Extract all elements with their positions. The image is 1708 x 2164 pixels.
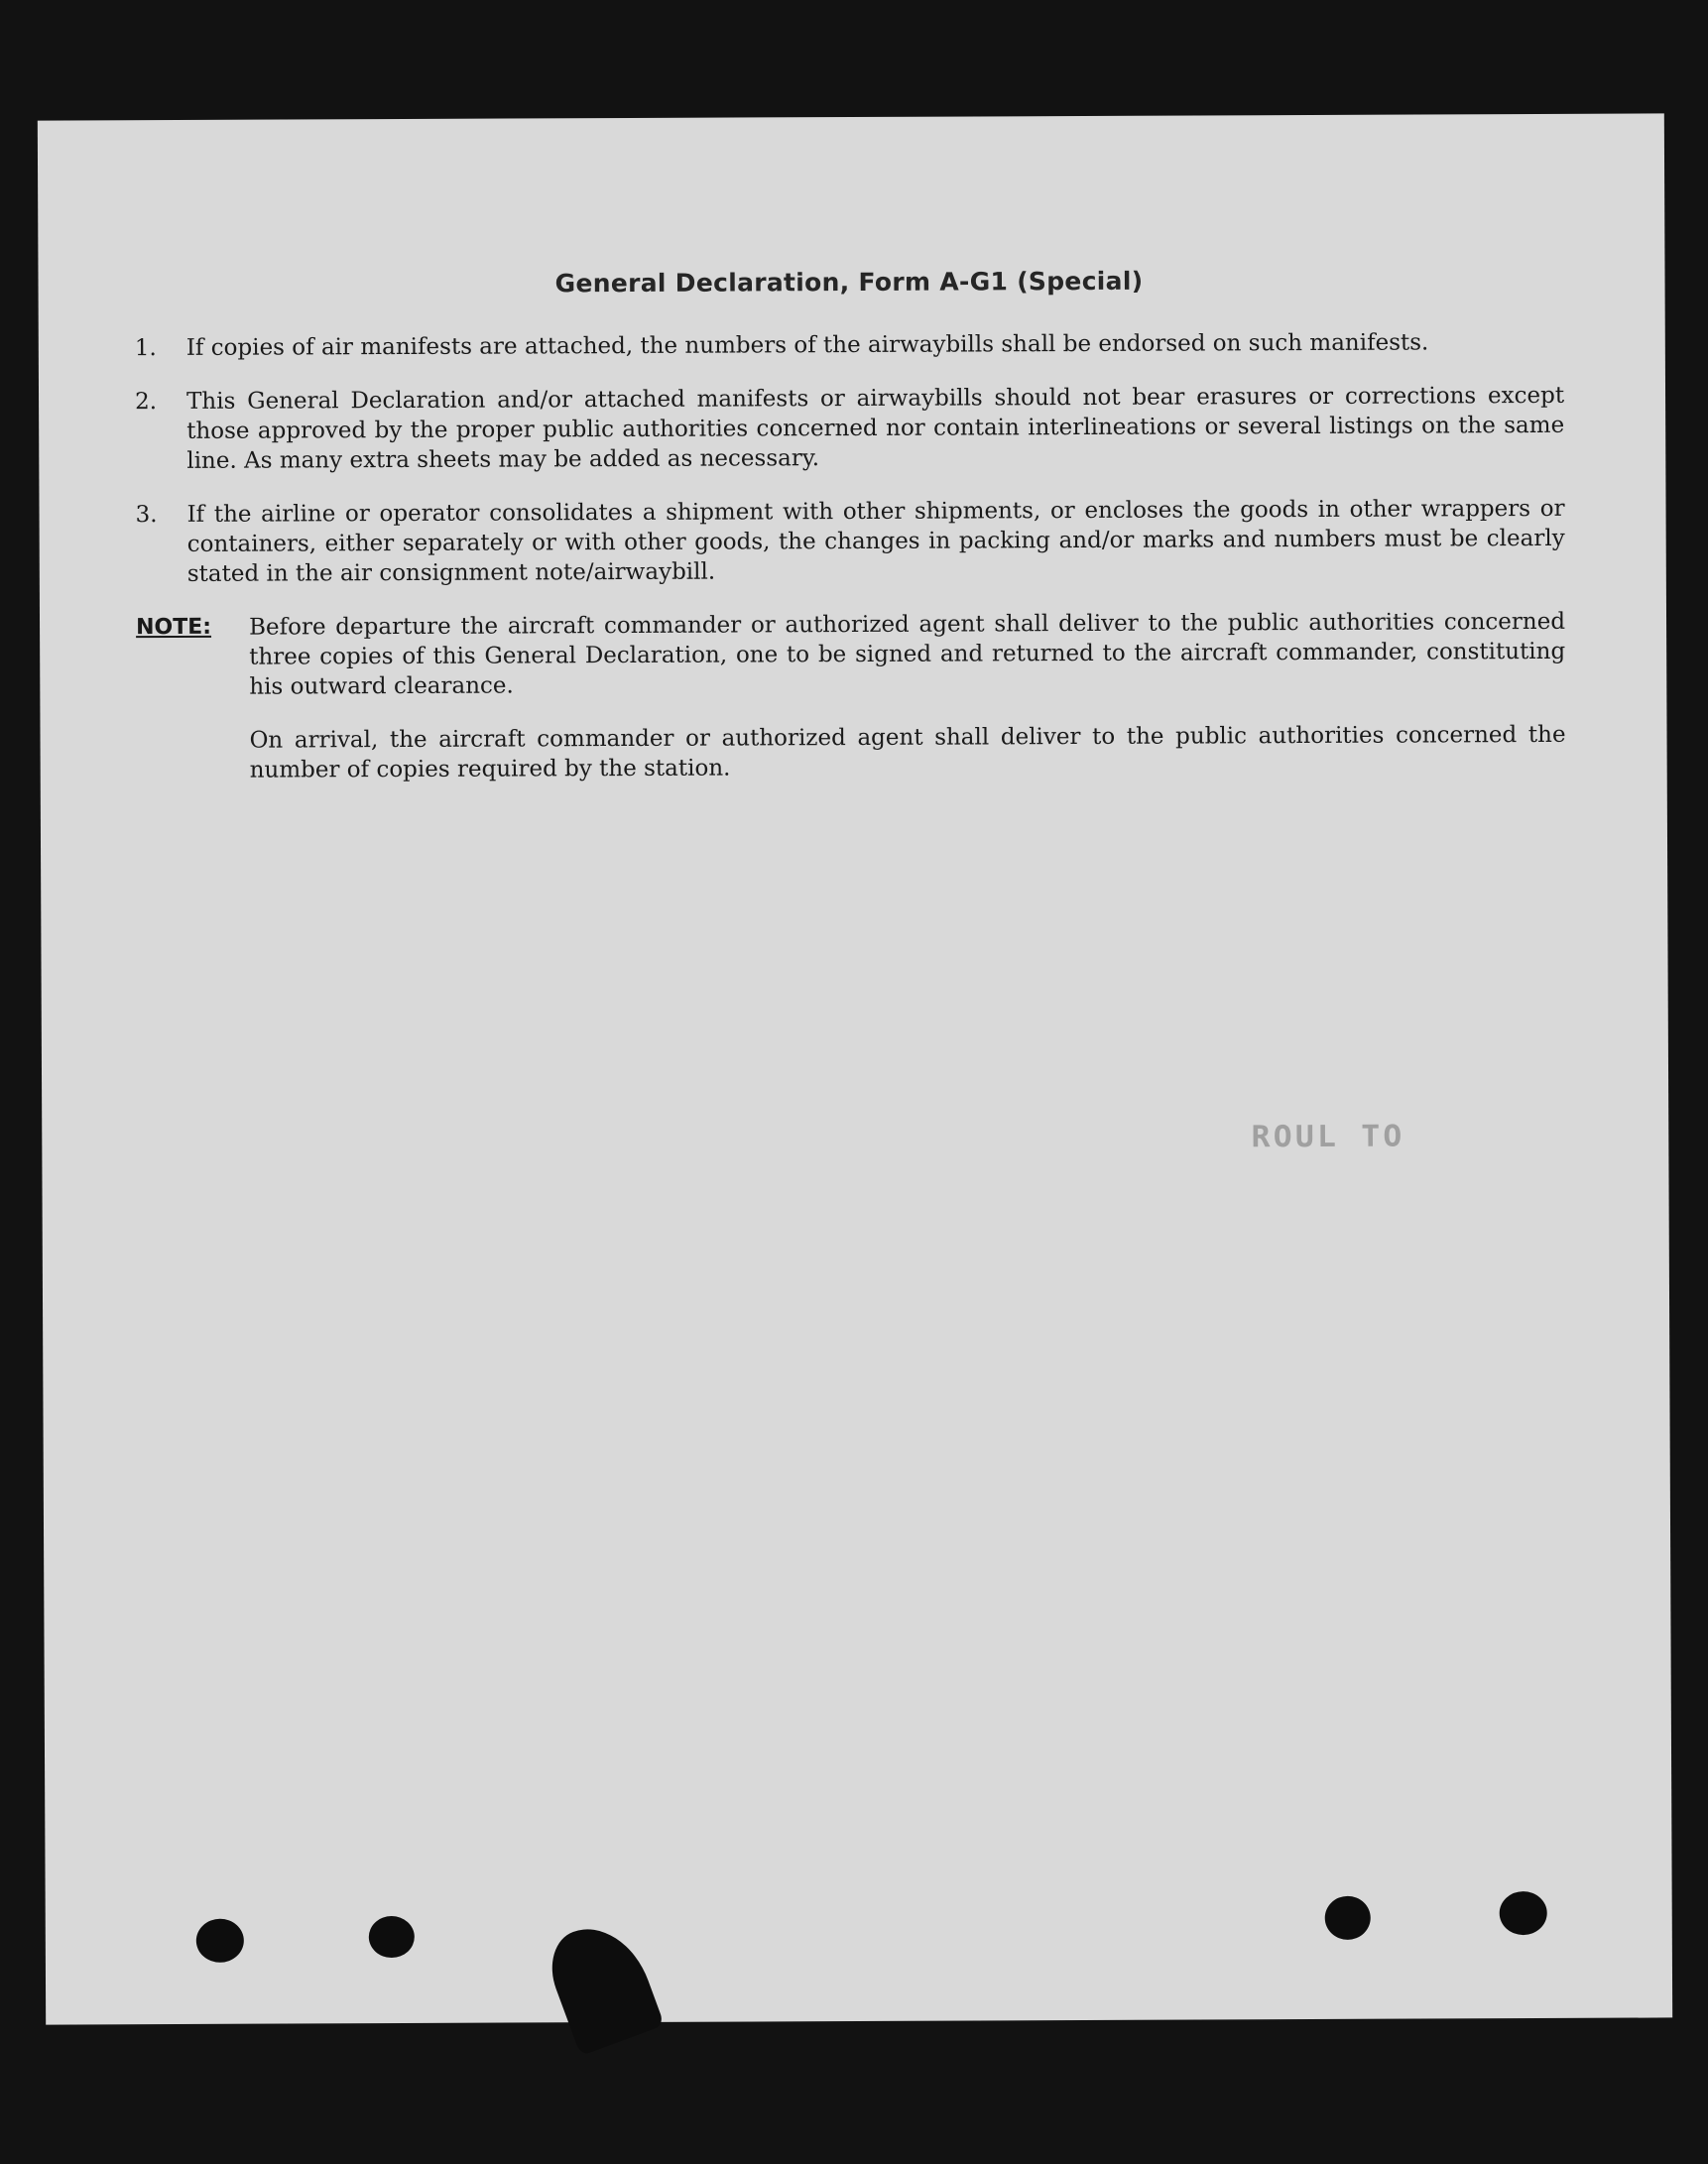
punch-hole-blot (196, 1919, 244, 1963)
punch-hole-blot (1325, 1896, 1371, 1940)
faded-stamp: ROUL TO (1251, 1119, 1405, 1155)
note-paragraph-2: On arrival, the aircraft commander or authorized agent shall deliver to the public authorities concerned the number of copies required by the station. (249, 721, 1566, 783)
note-label: NOTE: (135, 614, 212, 641)
item-text: If copies of air manifests are attached, the numbers of the airwaybills shall be endorsed on such manifests. (185, 329, 1429, 361)
item-number: 1. (134, 335, 157, 362)
list-item (135, 494, 1564, 589)
list-item (135, 381, 1564, 476)
ink-smear-blot (540, 1913, 665, 2056)
item-text: If the airline or operator consolidates a shipment with other shipments, or encloses the goods in other wrappers or containers, either separately or with other goods, the changes in packing and/or marks and numbers must be clearly stated in the air consignment note/airwaybill. (186, 495, 1565, 587)
item-number: 3. (135, 502, 158, 529)
item-number: 2. (135, 389, 158, 416)
document-body (134, 265, 1565, 785)
list-item (135, 327, 1564, 363)
note-paragraph-1: Before departure the aircraft commander or authorized agent shall deliver to the public authorities concerned three copies of this General Declaration, one to be signed and returned to the aircraft commander, constituting his outward clearance. (248, 608, 1566, 700)
document-title: General Declaration, Form A-G1 (Special) (554, 266, 1144, 299)
punch-hole-blot (1500, 1891, 1547, 1935)
punch-hole-blot (369, 1916, 415, 1958)
item-text: This General Declaration and/or attached manifests or airwaybills should not bear erasures or corrections except those approved by the proper public authorities concerned nor contain interlineations or several listings on the same line. As many extra sheets may be added as necessary. (186, 382, 1565, 474)
note-block (136, 607, 1565, 702)
document-page (38, 113, 1672, 2024)
